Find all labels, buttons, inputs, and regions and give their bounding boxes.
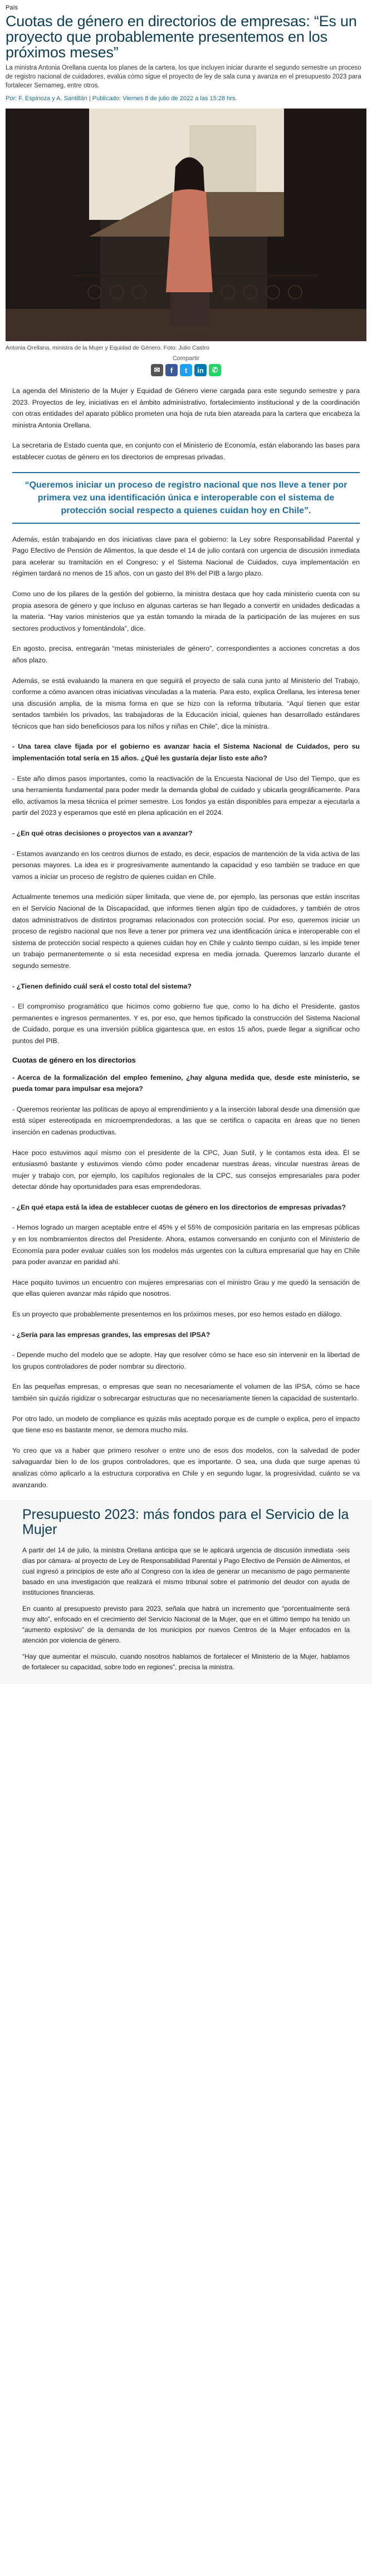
photo-illustration (6, 109, 366, 341)
pull-quote (12, 472, 360, 524)
article-photo (6, 109, 366, 341)
lead-paragraph: La ministra Antonia Orellana cuenta los planes de la cartera, los que incluyen iniciar durante el segundo semestre un proceso de registro nacional de cuidadores, evalúa cómo sigue el proyecto de ley de sala cuna y avanza en el presupuesto 2023 para fortalecer Sernameg, entre otros. (6, 65, 361, 89)
subheading: Cuotas de género en los directorios (12, 1055, 136, 1064)
interview-question: - ¿En qué etapa está la idea de establecer cuotas de género en los directorios de empresas privadas? (12, 1203, 346, 1211)
body-paragraph: - El compromiso programático que hicimos como gobierno fue que, como lo ha dicho el Presidente, gastos permanentes e ingresos permanentes. Y es, por eso, que hemos tipificado la construcción del Sistema Nacional de Cuidado, porque es una inversión pública gigantesca que, en estos 15 años, puede llegar a significar ocho puntos del PIB. (12, 1002, 360, 1045)
linkedin-icon[interactable]: in (194, 364, 207, 376)
byline-prefix: Por: (6, 95, 17, 102)
byline-conj: y (52, 95, 55, 102)
article-body (0, 381, 372, 1491)
author-link-1[interactable]: F. Espinoza (18, 95, 51, 102)
interview-question: - ¿En qué otras decisiones o proyectos van a avanzar? (12, 829, 193, 838)
facebook-icon[interactable]: f (165, 364, 178, 376)
body-paragraph: La agenda del Ministerio de la Mujer y Equidad de Género viene cargada para este segundo semestre y para 2023. Proyectos de ley, iniciativas en el ámbito administrativo, fortalecimiento institucional y de la coordinación con otras entidades del aparato público prometen una hoja de ruta bien atareada para la cartera que encabeza la ministra Antonia Orellana. (12, 387, 360, 429)
body-paragraph: Actualmente tenemos una medición súper limitada, que viene de, por ejemplo, las personas que están inscritas en el Servicio Nacional de la Discapacidad, que informes tienen algún tipo de cuidadores, y también de otros datos administrativos de distintos programas relacionados con protección social. Por eso, queremos iniciar un proceso de registro nacional que nos lleve a tener por primera vez una identificación única e interoperable con el sistema de protección social respecto a quienes cuidan hoy en Chile y cuánto tiempo cuidan, si les impide tener un trabajo permanentemente o si esta necesidad expresa en media jornada. Queremos lanzarlo durante el segundo semestre. (12, 893, 360, 970)
photo-caption: Antonia Orellana, ministra de la Mujer y Equidad de Género. Foto: Julio Castro (6, 345, 209, 351)
pull-quote-text: “Queremos iniciar un proceso de registro nacional que nos lleve a tener por primera vez una identificación única e interoperable con el sistema de protección social respecto a quienes cuidan hoy en Chile”. (25, 480, 347, 515)
body-paragraph: Además, se está evaluando la manera en que seguirá el proyecto de sala cuna junto al Ministerio del Trabajo, conforme a cómo avancen otras iniciativas vinculadas a la materia. Para esto, explica Orellana, les interesa tener una discusión amplia, de la misma forma en que se hizo con la reforma tributaria. “Aquí tienen que estar sentados también los privados, las trabajadoras de la Educación inicial, quienes han desarrollado estándares técnicos que han sido beneficiosos para los niños y niñas en Chile”, dice la ministra. (12, 676, 360, 730)
email-icon[interactable]: ✉ (151, 364, 163, 376)
body-paragraph: Por otro lado, un modelo de compliance es quizás más aceptado porque es de cumple o explica, pero el impacto que tiene eso es bastante menor, se demora mucho más. (12, 1414, 360, 1434)
interview-question: - ¿Tienen definido cuál será el costo total del sistema? (12, 982, 192, 990)
body-paragraph: Yo creo que va a haber que primero resolver o entre uno de esos dos modelos, con la salvedad de poder salvaguardar bien lo de los grupos controladores, que es importante. O sea, una duda que surge apenas tú analizas cómo aplicarlo a la estructura corporativa en Chile y en segundo lugar, la progresividad, cuánto se va avanzando. (12, 1446, 360, 1489)
body-paragraph: Hace poco estuvimos aquí mismo con el presidente de la CPC, Juan Sutil, y le contamos esta idea. Él se entusiasmó bastante y estuvimos viendo cómo poder encadenar nuestras áreas, vincular nuestras áreas de mujer y trabajo con, por ejemplo, los capítulos regionales de la CPC, sus consejos empresariales para poder detectar dónde hay oportunidades para esas emprendedoras. (12, 1148, 360, 1191)
body-paragraph: En las pequeñas empresas, o empresas que sean no necesariamente el volumen de las IPSA, cómo se hace también sin quizás rigidizar o sobrecargar estructuras que no necesariamente tienen la capacidad de sustentarlo. (12, 1383, 360, 1402)
author-link-2[interactable]: A. Santillán (56, 95, 87, 102)
body-paragraph: Como uno de los pilares de la gestión del gobierno, la ministra destaca que hoy cada ministerio cuenta con su propia asesora de género y que incluso en algunas carteras se han llegado a convertir en unidades dedicadas a la materia. “Hay varios ministerios que ya están tomando la mirada de la participación de las mujeres en sus sectores productivos y fomentándola”, dice. (12, 589, 360, 632)
headline: Cuotas de género en directorios de empresas: “Es un proyecto que probablemente presentemos en los próximos meses” (6, 13, 357, 61)
body-paragraph: En agosto, precisa, entregarán “metas ministeriales de género”, correspondientes a acciones concretas a dos años plazo. (12, 645, 360, 664)
interview-question: - Una tarea clave fijada por el gobierno es avanzar hacia el Sistema Nacional de Cuidados, pero su implementación total sería en 15 años. ¿Qué les gustaría dejar listo este año? (12, 743, 360, 763)
box-paragraph: “Hay que aumentar el músculo, cuando nosotros hablamos de fortalecer el Ministerio de la Mujer, hablamos de fortalecer su capacidad, sobre todo en regiones”, precisa la ministra. (22, 1653, 350, 1672)
article (0, 0, 372, 376)
body-paragraph: Hace poquito tuvimos un encuentro con mujeres empresarias con el ministro Grau y me quedó la sensación de que ellas quieren avanzar más rápido que nosotros. (12, 1278, 360, 1298)
body-paragraph: - Estamos avanzando en los centros diurnos de estado, es decir, espacios de mantención de la vida activa de las personas mayores. La idea es ir progresivamente aumentando la capacidad y eso también se traduce en que vamos a iniciar un proceso de registro de quienes cuidan en Chile. (12, 849, 360, 881)
twitter-icon[interactable]: t (180, 364, 192, 376)
sidebar-box (0, 1500, 372, 1684)
publish-date: | Publicado: Viernes 8 de julio de 2022 a las 15:28 hrs. (89, 95, 237, 102)
box-paragraph: A partir del 14 de julio, la ministra Orellana anticipa que se le aplicará urgencia de discusión inmediata -seis días por cámara- al proyecto de Ley de Responsabilidad Parental y Pago Efectivo de Pensión de Alimentos, el cual ingresó a principios de este año al Congreso con la idea de generar un mecanismo de pago permanente basado en una investigación que realizará el mismo tribunal sobre el patrimonio del deudor con ayuda de instituciones financieras. (22, 1546, 350, 1597)
box-title: Presupuesto 2023: más fondos para el Servicio de la Mujer (22, 1507, 349, 1538)
interview-question: - Acerca de la formalización del empleo femenino, ¿hay alguna medida que, desde este ministerio, se pueda tomar para impulsar esa mejora? (12, 1073, 360, 1093)
body-paragraph: Es un proyecto que probablemente presentemos en los próximos meses, por eso hemos estado en diálogo. (12, 1310, 342, 1319)
share-bar (6, 364, 366, 376)
body-paragraph: - Queremos reorientar las políticas de apoyo al emprendimiento y a la inserción laboral desde una dimensión que está súper estereotipada en microemprendedoras, a las que se certifica o capacita en áreas que no tienen inserción en cadenas productivas. (12, 1105, 360, 1136)
body-paragraph: - Depende mucho del modelo que se adopte. Hay que resolver cómo se hace eso sin intervenir en la libertad de los grupos controladores de poder nombrar su directorio. (12, 1351, 360, 1370)
body-paragraph: - Este año dimos pasos importantes, como la reactivación de la Encuesta Nacional de Uso del Tiempo, que es una herramienta fundamental para poder medir la demanda global de cuidado y ubicarla geográficamente. Para ello, activamos la mesa técnica el primer semestre. Los fondos ya están disponibles para empezar a ejecutarla a partir del 2023 y esperamos que esté en plena aplicación en el 2024. (12, 774, 360, 817)
share-label: Compartir (172, 355, 200, 362)
body-paragraph: La secretaria de Estado cuenta que, en conjunto con el Ministerio de Economía, están elaborando las bases para establecer cuotas de género en los directorios de empresas privadas. (12, 441, 360, 461)
body-paragraph: Además, están trabajando en dos iniciativas clave para el gobierno: la Ley sobre Responsabilidad Parental y Pago Efectivo de Pensión de Alimentos, la que desde el 14 de julio contará con urgencia de discusión inmediata para acelerar su tramitación en el Congreso; y el Sistema Nacional de Cuidados, cuya implementación en régimen tardará no menos de 15 años, con un gasto del 8% del PIB a largo plazo. (12, 535, 360, 578)
section-label[interactable]: País (6, 4, 18, 11)
body-paragraph: - Hemos logrado un margen aceptable entre el 45% y el 55% de composición paritaria en las empresas públicas y en los nombramientos directos del Presidente. Ahora, estamos conversando en conjunto con el Ministerio de Economía para poder evaluar cuáles son los modelos más urgentes con la cultura empresarial que hay en Chile para poder avanzar en paridad ahí. (12, 1223, 360, 1266)
box-paragraph: En cuanto al presupuesto previsto para 2023, señala que habrá un incremento que “porcentualmente será muy alto”, enfocado en el crecimiento del Servicio Nacional de la Mujer, que en el último tiempo ha tenido un “aumento explosivo” de la demanda de los municipios por nuevos Centros de la Mujer enfocados en la atención por violencia de género. (22, 1605, 350, 1645)
interview-question: - ¿Sería para las empresas grandes, las empresas del IPSA? (12, 1330, 211, 1339)
whatsapp-icon[interactable]: ✆ (209, 364, 221, 376)
byline (6, 95, 366, 103)
